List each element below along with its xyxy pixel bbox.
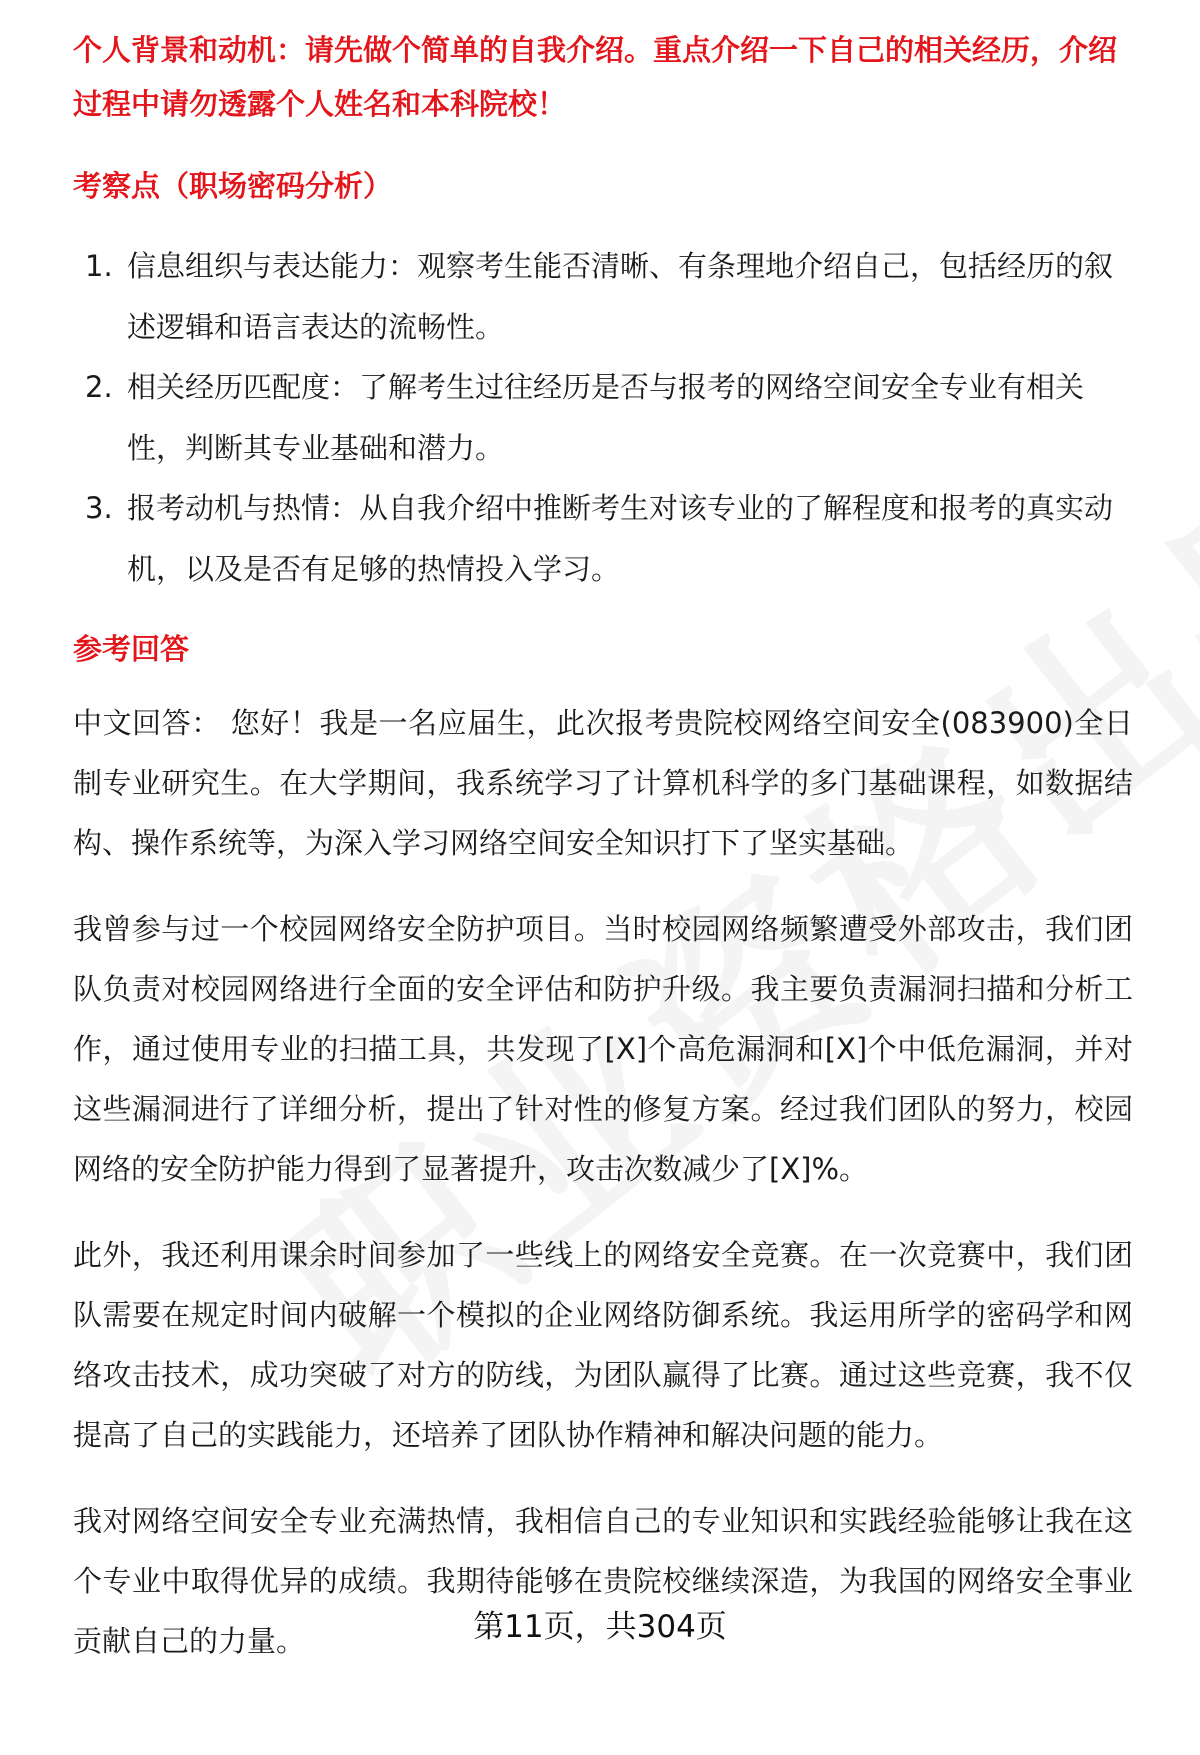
answer-paragraph: 此外，我还利用课余时间参加了一些线上的网络安全竞赛。在一次竞赛中，我们团队需要在规定时间内破解一个模拟的企业网络防御系统。我运用所学的密码学和网络攻击技术，成功突破了对方的防线，为团队赢得了比赛。通过这些竞赛，我不仅提高了自己的实践能力，还培养了团队协作精神和解决问题的能力。 (73, 1238, 1133, 1452)
answer-paragraph: 我曾参与过一个校园网络安全防护项目。当时校园网络频繁遭受外部攻击，我们团队负责对校园网络进行全面的安全评估和防护升级。我主要负责漏洞扫描和分析工作，通过使用专业的扫描工具，共发现了[X]个高危漏洞和[X]个中低危漏洞，并对这些漏洞进行了详细分析，提出了针对性的修复方案。经过我们团队的努力，校园网络的安全防护能力得到了显著提升，攻击次数减少了[X]%。 (73, 912, 1133, 1186)
list-item (73, 357, 1133, 479)
page-number: 第11页，共304页 (473, 1609, 727, 1645)
list-item-text: 相关经历匹配度：了解考生过往经历是否与报考的网络空间安全专业有相关性，判断其专业基础和潜力。 (127, 370, 1085, 465)
list-number: 2. (85, 370, 113, 404)
cut-off-text: 个人背景和动机：请先做个简单的自我介绍。重点介绍一下自己的相关经历，介绍 (73, 33, 1118, 67)
list-item (73, 478, 1133, 600)
list-item (73, 236, 1133, 358)
points-list (73, 236, 1133, 600)
cut-off-line (73, 28, 1133, 72)
answer-paragraph: 我对网络空间安全专业充满热情，我相信自己的专业知识和实践经验能够让我在这个专业中取得优异的成绩。我期待能够在贵院校继续深造，为我国的网络安全事业贡献自己的力量。 (73, 1504, 1133, 1658)
section-title-points: 考察点（职场密码分析） (73, 169, 393, 203)
list-item-text: 报考动机与热情：从自我介绍中推断考生对该专业的了解程度和报考的真实动机，以及是否有足够的热情投入学习。 (127, 491, 1114, 586)
list-item-text: 信息组织与表达能力：观察考生能否清晰、有条理地介绍自己，包括经历的叙述逻辑和语言表达的流畅性。 (127, 249, 1114, 344)
answer-paragraph: 中文回答： 您好！我是一名应届生，此次报考贵院校网络空间安全(083900)全日制专业研究生。在大学期间，我系统学习了计算机科学的多门基础课程，如数据结构、操作系统等，为深入学习网络空间安全知识打下了坚实基础。 (73, 706, 1133, 860)
page-content (73, 28, 1133, 1671)
question-tail: 过程中请勿透露个人姓名和本科院校！ (73, 87, 567, 121)
list-number: 1. (85, 249, 113, 283)
section-title-answer: 参考回答 (73, 632, 190, 666)
list-number: 3. (85, 491, 113, 525)
